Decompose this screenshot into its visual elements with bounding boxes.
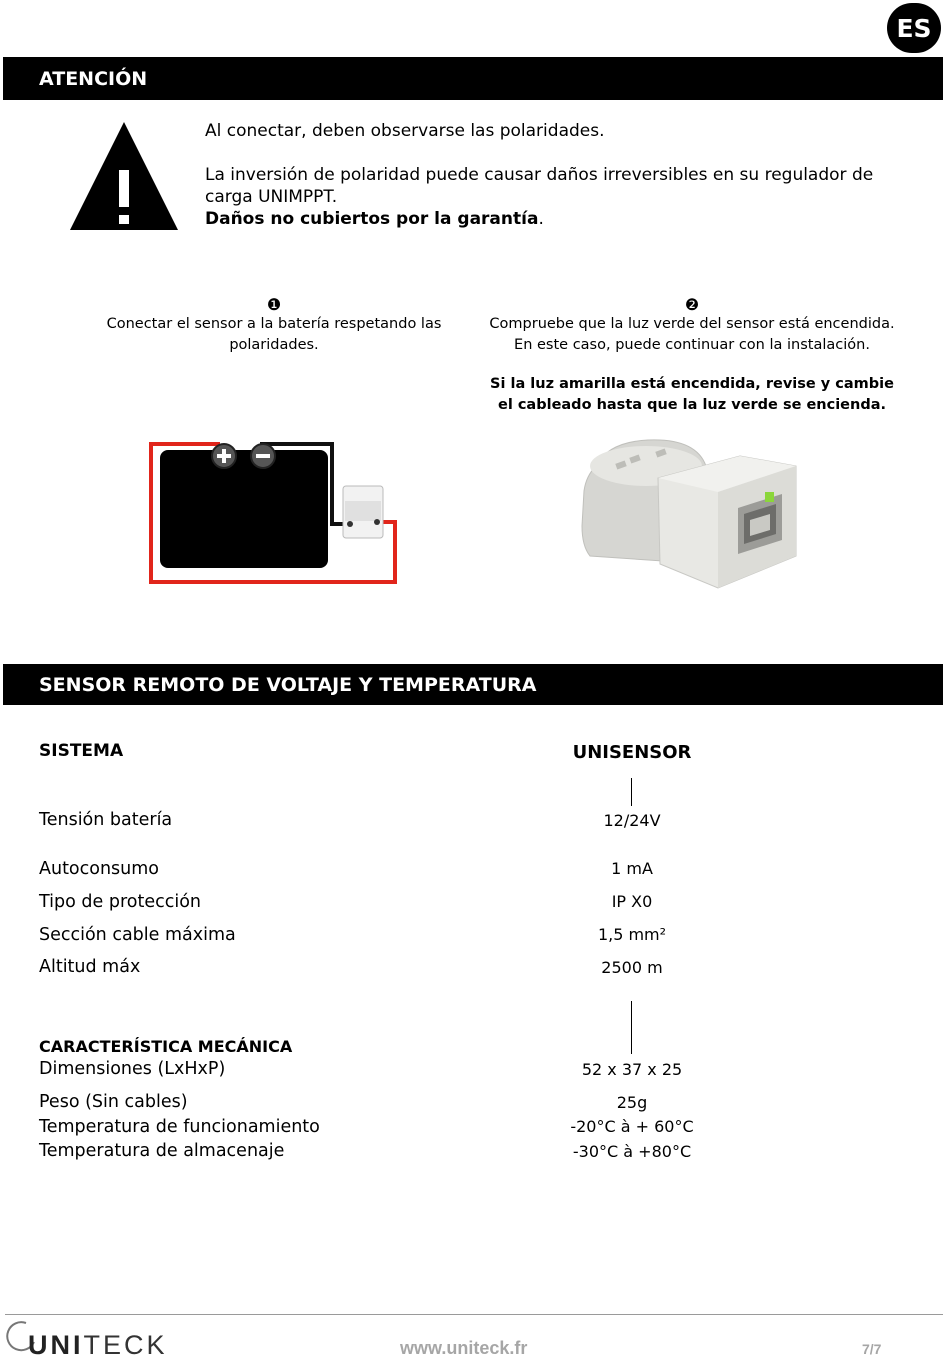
attention-title: ATENCIÓN xyxy=(39,67,148,90)
spec-value-battery-voltage: 12/24V xyxy=(603,811,661,830)
spec-label-altitude: Altitud máx xyxy=(39,957,141,977)
spec-label-protection: Tipo de protección xyxy=(39,892,201,912)
attention-line-1: Al conectar, deben observarse las polaridades. xyxy=(205,121,605,141)
attention-line-3 xyxy=(205,208,544,230)
step-2-number: ❷ xyxy=(684,295,700,314)
attention-banner xyxy=(3,57,943,100)
sensor-device-image xyxy=(578,436,800,594)
spec-value-protection: IP X0 xyxy=(611,892,653,911)
spec-label-weight: Peso (Sin cables) xyxy=(39,1092,188,1112)
footer-divider xyxy=(5,1314,943,1315)
footer-url[interactable]: www.uniteck.fr xyxy=(400,1338,528,1358)
step-1-text: Conectar el sensor a la batería respetando las polaridades. xyxy=(106,316,442,353)
spec-value-cable-section: 1,5 mm² xyxy=(597,925,667,944)
warning-triangle-icon xyxy=(68,120,180,232)
system-label: SISTEMA xyxy=(39,741,124,761)
logo-light: TECK xyxy=(83,1330,168,1360)
column-divider xyxy=(631,778,632,806)
attention-line-2: La inversión de polaridad puede causar daños irreversibles en su regulador de carga UNIMPPT. xyxy=(205,165,874,207)
step-1-number: ❶ xyxy=(266,295,282,314)
spec-label-operating-temp: Temperatura de funcionamiento xyxy=(39,1117,320,1137)
spec-value-self-consumption: 1 mA xyxy=(611,859,653,878)
spec-value-storage-temp: -30°C à +80°C xyxy=(572,1142,692,1161)
step-2-text: Compruebe que la luz verde del sensor está encendida. En este caso, puede continuar con la instalación. xyxy=(489,316,895,353)
sensor-section-title: SENSOR REMOTO DE VOLTAJE Y TEMPERATURA xyxy=(39,673,537,696)
sensor-banner xyxy=(3,664,943,705)
step-2-warning: Si la luz amarilla está encendida, revise y cambie el cableado hasta que la luz verde se encienda. xyxy=(490,376,894,413)
uniteck-logo xyxy=(28,1330,168,1361)
spec-label-battery-voltage: Tensión batería xyxy=(39,810,173,830)
battery-wiring-diagram xyxy=(148,436,403,588)
spec-value-dimensions: 52 x 37 x 25 xyxy=(581,1060,683,1079)
attention-line-3-end: . xyxy=(538,209,544,229)
spec-label-self-consumption: Autoconsumo xyxy=(39,859,160,879)
step-1 xyxy=(100,296,448,356)
logo-bold: UNI xyxy=(28,1330,84,1360)
spec-value-weight: 25g xyxy=(616,1093,648,1112)
column-divider-2 xyxy=(631,1001,632,1054)
spec-label-storage-temp: Temperatura de almacenaje xyxy=(39,1141,285,1161)
spec-label-cable-section: Sección cable máxima xyxy=(39,925,236,945)
page-number: 7/7 xyxy=(862,1341,882,1357)
spec-value-altitude: 2500 m xyxy=(601,958,663,977)
product-name: UNISENSOR xyxy=(572,742,692,763)
spec-value-operating-temp: -20°C à + 60°C xyxy=(570,1117,694,1136)
warranty-note: Daños no cubiertos por la garantía xyxy=(205,209,539,229)
battery-icon xyxy=(160,450,328,568)
spec-label-dimensions: Dimensiones (LxHxP) xyxy=(39,1059,226,1079)
step-2 xyxy=(482,296,902,416)
green-led-icon xyxy=(765,492,774,502)
mechanical-title: CARACTERÍSTICA MECÁNICA xyxy=(39,1037,293,1056)
language-badge: ES xyxy=(887,3,941,53)
